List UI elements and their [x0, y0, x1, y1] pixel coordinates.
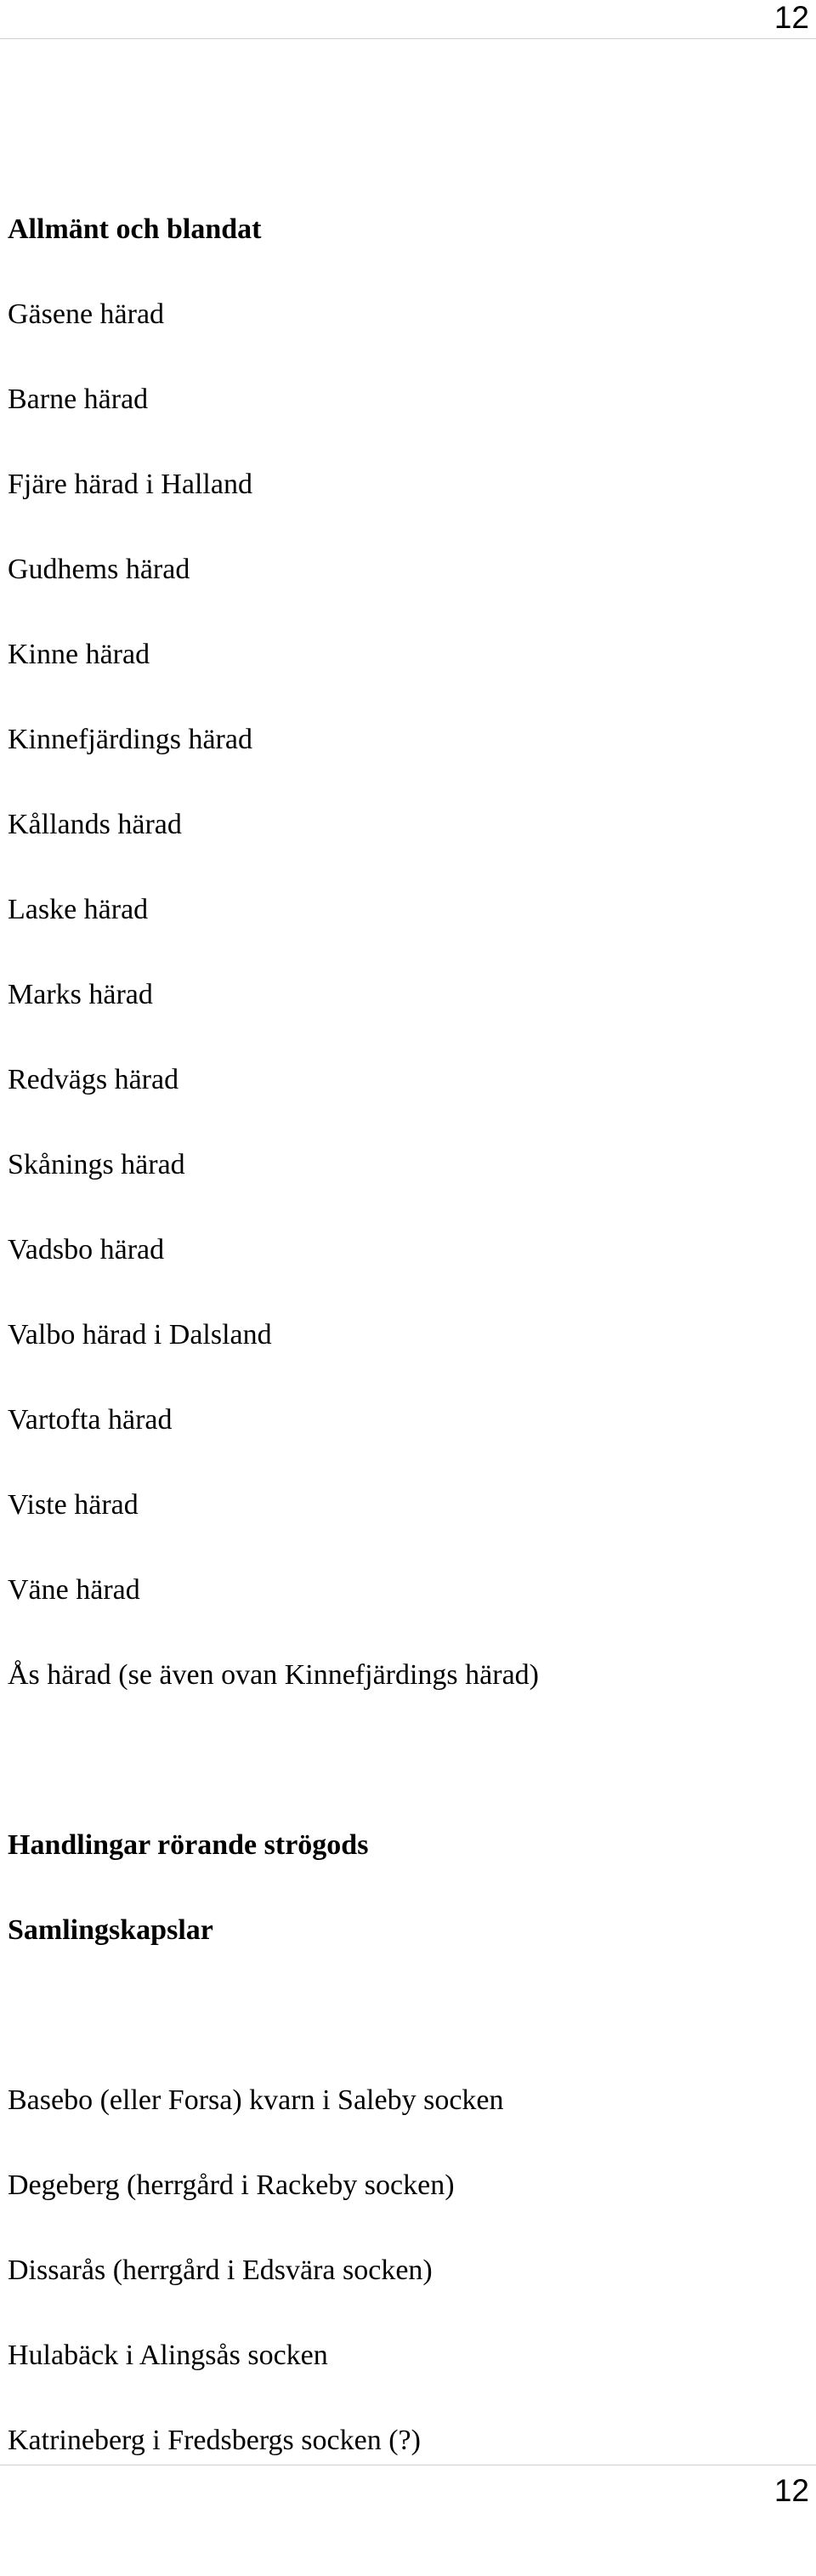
list-item: Skånings härad [8, 1149, 185, 1180]
list-item: Gäsene härad [8, 299, 165, 330]
list-item: Dissarås (herrgård i Edsvära socken) [8, 2255, 433, 2286]
list-item: Redvägs härad [8, 1064, 179, 1095]
list-item: Vartofta härad [8, 1404, 173, 1436]
list-item: Ås härad (se även ovan Kinnefjärdings härad) [8, 1659, 539, 1691]
section-heading-estates: Handlingar rörande strögods [8, 1829, 369, 1861]
page-number-bottom: 12 [774, 2473, 809, 2508]
list-item: Degeberg (herrgård i Rackeby socken) [8, 2169, 455, 2201]
section-heading-general: Allmänt och blandat [8, 213, 262, 245]
list-item: Kinnefjärdings härad [8, 724, 252, 755]
list-item: Fjäre härad i Halland [8, 469, 252, 500]
list-item: Basebo (eller Forsa) kvarn i Saleby socken [8, 2084, 504, 2116]
section-subheading-collections: Samlingskapslar [8, 1914, 213, 1946]
list-item: Vadsbo härad [8, 1234, 165, 1265]
list-item: Viste härad [8, 1489, 139, 1521]
list-item: Kinne härad [8, 639, 150, 670]
list-item: Barne härad [8, 384, 149, 415]
list-item: Laske härad [8, 894, 149, 925]
header-rule [0, 38, 816, 39]
list-item: Kållands härad [8, 809, 182, 840]
list-item: Marks härad [8, 979, 153, 1010]
list-item: Gudhems härad [8, 554, 190, 585]
list-item: Hulabäck i Alingsås socken [8, 2340, 328, 2371]
page-number-top: 12 [774, 0, 809, 35]
list-item: Katrineberg i Fredsbergs socken (?) [8, 2425, 421, 2456]
list-item: Väne härad [8, 1574, 140, 1606]
list-item: Valbo härad i Dalsland [8, 1319, 272, 1351]
